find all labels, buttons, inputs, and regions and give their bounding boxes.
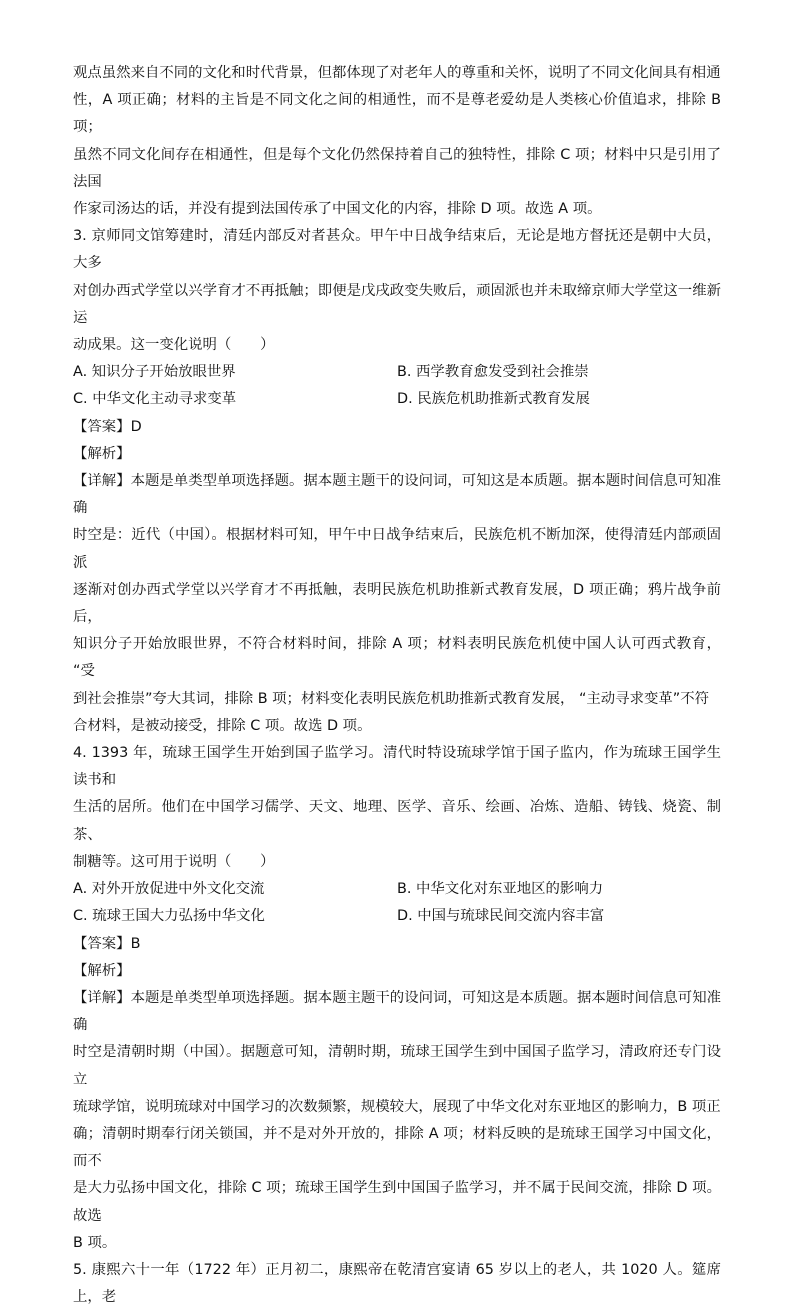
detail-line: 知识分子开始放眼世界，不符合材料时间，排除 A 项；材料表明民族危机使中国人认可西式教育， “受 [73,636,721,680]
answer-label: 【答案】B [73,935,141,952]
text-line: 虽然不同文化间存在相通性，但是每个文化仍然保持着自己的独特性，排除 C 项；材料中只是引用了法国 [73,146,721,190]
question-stem-line: 对创办西式学堂以兴学育才不再抵触；即便是戊戌政变失败后，顽固派也并未取缔京师大学堂这一维新运 [73,282,721,326]
question-4 [73,740,721,876]
question-stem-line: 制糖等。这可用于说明（ ） [73,853,275,870]
question-3-options [73,359,721,413]
analysis-label: 【解析】 [73,445,131,462]
detail-line: 时空是：近代（中国）。根据材料可知，甲午中日战争结束后，民族危机不断加深，使得清廷内部顽固派 [73,527,721,571]
detail-line: 【详解】本题是单类型单项选择题。据本题主题干的设问词，可知这是本质题。据本题时间信息可知准确 [73,473,721,517]
detail-line: 时空是清朝时期（中国）。据题意可知，清朝时期，琉球王国学生到中国国子监学习，清政府还专门设立 [73,1044,721,1088]
question-3-detail [73,468,721,740]
option-d: D. 中国与琉球民间交流内容丰富 [397,908,605,925]
detail-line: 【详解】本题是单类型单项选择题。据本题主题干的设问词，可知这是本质题。据本题时间信息可知准确 [73,989,721,1034]
option-c: C. 琉球王国大力弘扬中华文化 [73,908,265,925]
question-stem-line: 3. 京师同文馆筹建时，清廷内部反对者甚众。甲午中日战争结束后，无论是地方督抚还是朝中大员，大多 [73,228,721,272]
option-b: B. 中华文化对东亚地区的影响力 [397,881,604,898]
intro-paragraph [73,60,721,223]
text-line: 性，A 项正确；材料的主旨是不同文化之间的相通性，而不是尊老爱幼是人类核心价值追求，排除 B 项； [73,92,721,136]
option-a: A. 对外开放促进中外文化交流 [73,881,265,898]
answer-label: 【答案】D [73,418,142,435]
detail-line: 逐渐对创办西式学堂以兴学育才不再抵触，表明民族危机助推新式教育发展，D 项正确；鸦片战争前后， [73,581,721,626]
detail-line: 是大力弘扬中国文化，排除 C 项；琉球王国学生到中国国子监学习，并不属于民间交流，排除 D 项。故选 [73,1180,721,1224]
question-4-detail [73,985,721,1257]
option-c: C. 中华文化主动寻求变革 [73,391,237,408]
detail-line: 琉球学馆，说明琉球对中国学习的次数频繁，规模较大，展现了中华文化对东亚地区的影响力，B 项正 [73,1098,721,1115]
analysis-label: 【解析】 [73,962,131,979]
detail-line: 到社会推崇”夸大其词，排除 B 项；材料变化表明民族危机助推新式教育发展， “主动寻求变革”不符 [73,690,709,707]
detail-line: 合材料，是被动接受，排除 C 项。故选 D 项。 [73,717,372,734]
text-line: 作家司汤达的话，并没有提到法国传承了中国文化的内容，排除 D 项。故选 A 项。 [73,201,602,218]
detail-line: B 项。 [73,1234,117,1251]
question-stem-line: 生活的居所。他们在中国学习儒学、天文、地理、医学、音乐、绘画、冶炼、造船、铸钱、烧瓷、制茶、 [73,799,721,843]
text-line: 观点虽然来自不同的文化和时代背景，但都体现了对老年人的尊重和关怀，说明了不同文化间具有相通 [73,65,721,81]
question-stem-line: 动成果。这一变化说明（ ） [73,337,275,354]
question-4-options [73,876,721,930]
question-stem-line: 4. 1393 年，琉球王国学生开始到国子监学习。清代时特设琉球学馆于国子监内，作为琉球王国学生读书和 [73,745,721,789]
question-5 [73,1257,721,1311]
detail-line: 确；清朝时期奉行闭关锁国，并不是对外开放的，排除 A 项；材料反映的是琉球王国学习中国文化，而不 [73,1125,721,1170]
document-page [73,60,721,1311]
option-a: A. 知识分子开始放眼世界 [73,364,236,381]
option-b: B. 西学教育愈发受到社会推崇 [397,364,589,381]
question-stem-line: 5. 康熙六十一年（1722 年）正月初二，康熙帝在乾清宫宴请 65 岁以上的老人，共 1020 人。筵席上，老 [73,1261,721,1306]
option-d: D. 民族危机助推新式教育发展 [397,391,590,408]
question-3 [73,223,721,359]
